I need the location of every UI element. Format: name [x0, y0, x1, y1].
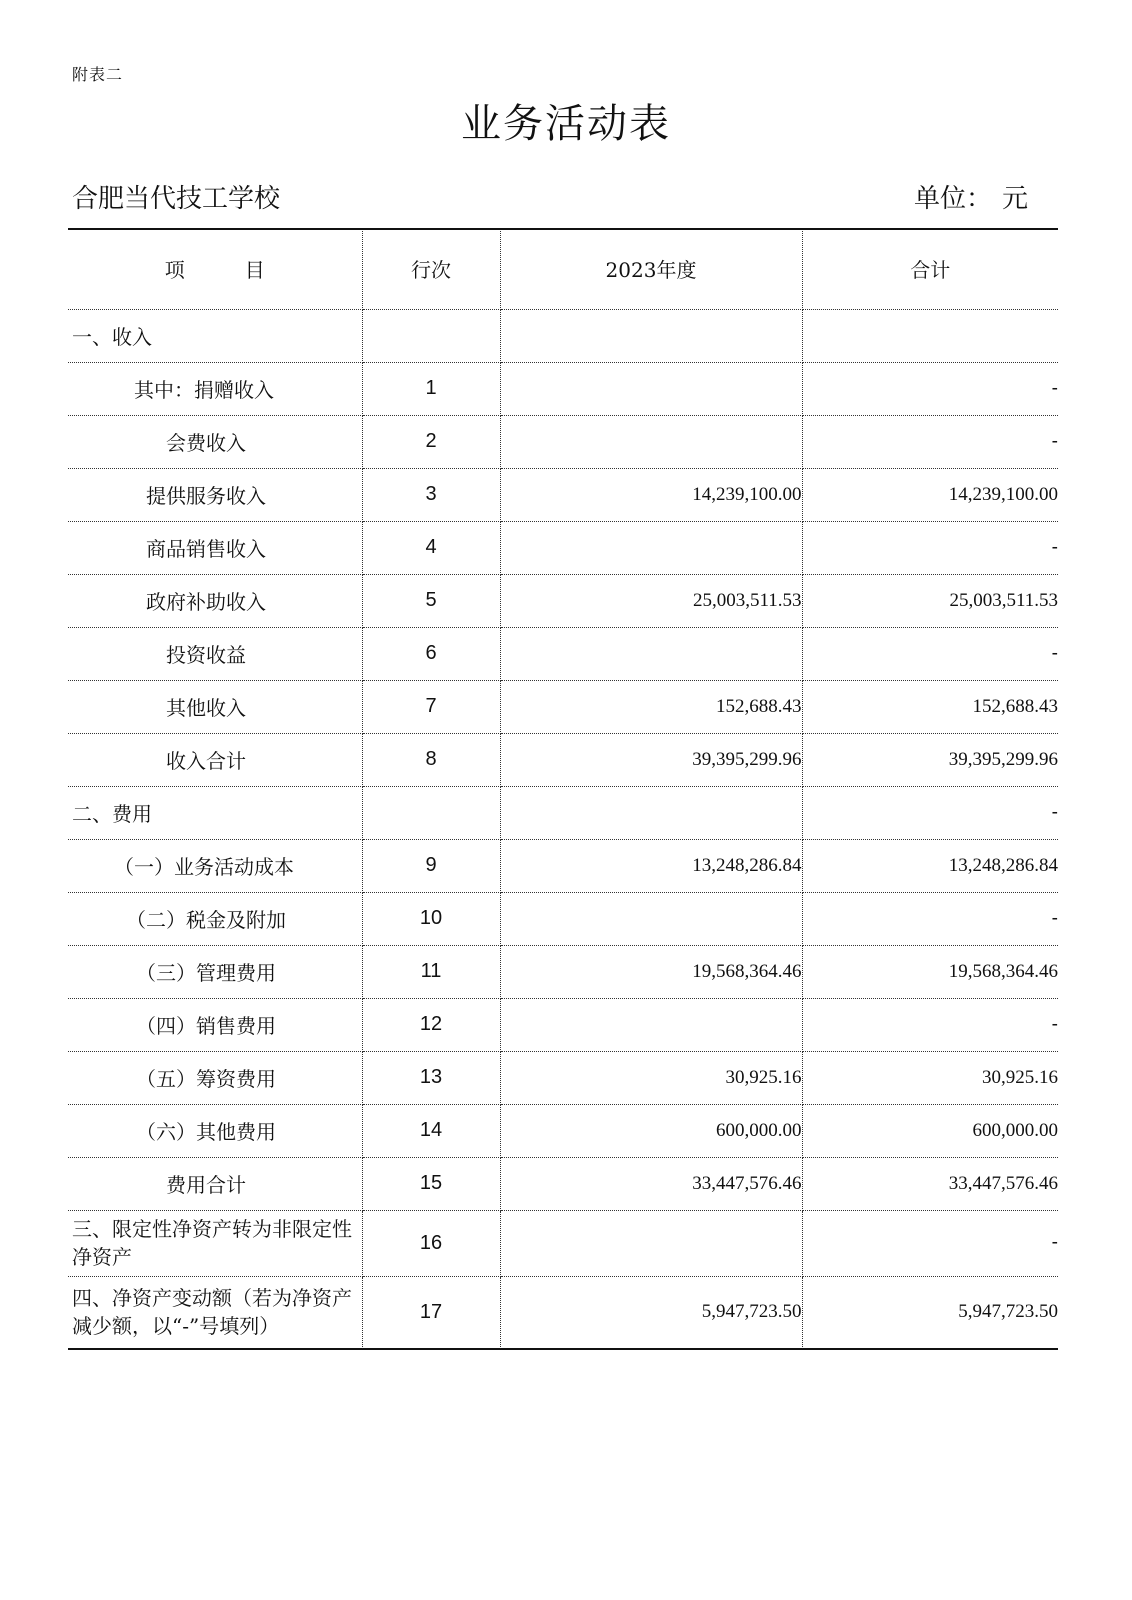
- row-year-value: 152,688.43: [500, 680, 802, 733]
- row-total-value: 25,003,511.53: [802, 574, 1058, 627]
- row-total-value: 14,239,100.00: [802, 468, 1058, 521]
- table-row: [68, 1276, 1058, 1348]
- row-year-value: 5,947,723.50: [500, 1276, 802, 1348]
- header-total: 合计: [802, 228, 1058, 309]
- row-item: 会费收入: [68, 415, 362, 468]
- row-line: [362, 309, 500, 362]
- row-year-value: [500, 998, 802, 1051]
- row-year-value: 33,447,576.46: [500, 1157, 802, 1210]
- row-line: 1: [362, 362, 500, 415]
- table-row: [68, 627, 1058, 680]
- row-year-value: [500, 892, 802, 945]
- row-year-value: [500, 1210, 802, 1276]
- row-total-value: -: [802, 627, 1058, 680]
- row-year-value: [500, 627, 802, 680]
- row-line: 11: [362, 945, 500, 998]
- table-top-rule: [68, 228, 1058, 230]
- row-year-value: 14,239,100.00: [500, 468, 802, 521]
- row-year-value: [500, 415, 802, 468]
- row-year-value: 30,925.16: [500, 1051, 802, 1104]
- row-total-value: 600,000.00: [802, 1104, 1058, 1157]
- row-line: 16: [362, 1210, 500, 1276]
- row-item: 二、费用: [68, 786, 362, 839]
- table-row: [68, 998, 1058, 1051]
- header-line-no: 行次: [362, 228, 500, 309]
- row-line: 6: [362, 627, 500, 680]
- table-row: [68, 945, 1058, 998]
- table-row: [68, 1104, 1058, 1157]
- row-total-value: -: [802, 998, 1058, 1051]
- row-item: 提供服务收入: [68, 468, 362, 521]
- row-line: 9: [362, 839, 500, 892]
- row-item: （六）其他费用: [68, 1104, 362, 1157]
- header-item-part2: 目: [244, 257, 265, 282]
- table-row: [68, 468, 1058, 521]
- row-item: 其他收入: [68, 680, 362, 733]
- row-line: 14: [362, 1104, 500, 1157]
- table-row: [68, 574, 1058, 627]
- header-year: 2023年度: [500, 228, 802, 309]
- header-item: [68, 228, 362, 309]
- row-item: （二）税金及附加: [68, 892, 362, 945]
- row-year-value: [500, 521, 802, 574]
- row-line: 10: [362, 892, 500, 945]
- row-item: （一）业务活动成本: [68, 839, 362, 892]
- organization-name: 合肥当代技工学校: [72, 184, 281, 214]
- table-header-row: [68, 228, 1058, 309]
- row-year-value: 25,003,511.53: [500, 574, 802, 627]
- row-year-value: 39,395,299.96: [500, 733, 802, 786]
- row-total-value: -: [802, 1210, 1058, 1276]
- row-item: 其中：捐赠收入: [68, 362, 362, 415]
- row-total-value: 30,925.16: [802, 1051, 1058, 1104]
- row-year-value: [500, 362, 802, 415]
- page-title: 业务活动表: [461, 101, 671, 147]
- annex-label: 附表二: [72, 65, 124, 84]
- row-year-value: [500, 786, 802, 839]
- table-row: [68, 892, 1058, 945]
- row-item: 商品销售收入: [68, 521, 362, 574]
- row-line: 15: [362, 1157, 500, 1210]
- row-total-value: 152,688.43: [802, 680, 1058, 733]
- row-line: 4: [362, 521, 500, 574]
- row-year-value: 19,568,364.46: [500, 945, 802, 998]
- row-total-value: 5,947,723.50: [802, 1276, 1058, 1348]
- row-total-value: -: [802, 521, 1058, 574]
- row-item: 政府补助收入: [68, 574, 362, 627]
- row-year-value: [500, 309, 802, 362]
- table-bottom-rule: [68, 1348, 1058, 1350]
- table-row: [68, 1157, 1058, 1210]
- row-line: 3: [362, 468, 500, 521]
- row-year-value: 600,000.00: [500, 1104, 802, 1157]
- row-year-value: 13,248,286.84: [500, 839, 802, 892]
- row-line: 5: [362, 574, 500, 627]
- row-line: 8: [362, 733, 500, 786]
- table-row: [68, 733, 1058, 786]
- table-row: [68, 839, 1058, 892]
- table-row: [68, 786, 1058, 839]
- row-line: 2: [362, 415, 500, 468]
- row-total-value: -: [802, 415, 1058, 468]
- row-line: 12: [362, 998, 500, 1051]
- row-item: （五）筹资费用: [68, 1051, 362, 1104]
- table-row: [68, 309, 1058, 362]
- header-item-part1: 项: [164, 257, 185, 282]
- row-line: 13: [362, 1051, 500, 1104]
- row-total-value: -: [802, 786, 1058, 839]
- row-total-value: 19,568,364.46: [802, 945, 1058, 998]
- table-row: [68, 680, 1058, 733]
- table-row: [68, 1210, 1058, 1276]
- row-item: 费用合计: [68, 1157, 362, 1210]
- row-total-value: 33,447,576.46: [802, 1157, 1058, 1210]
- row-total-value: -: [802, 892, 1058, 945]
- row-total-value: [802, 309, 1058, 362]
- row-item: 一、收入: [68, 309, 362, 362]
- row-item: （三）管理费用: [68, 945, 362, 998]
- row-total-value: -: [802, 362, 1058, 415]
- row-item: 四、净资产变动额（若为净资产减少额，以“-”号填列）: [68, 1276, 362, 1348]
- row-item: 投资收益: [68, 627, 362, 680]
- row-line: 17: [362, 1276, 500, 1348]
- row-total-value: 13,248,286.84: [802, 839, 1058, 892]
- row-line: 7: [362, 680, 500, 733]
- activity-table: [68, 228, 1058, 1349]
- row-item: 收入合计: [68, 733, 362, 786]
- row-item: （四）销售费用: [68, 998, 362, 1051]
- table-row: [68, 1051, 1058, 1104]
- row-total-value: 39,395,299.96: [802, 733, 1058, 786]
- table-row: [68, 415, 1058, 468]
- table-row: [68, 521, 1058, 574]
- row-line: [362, 786, 500, 839]
- unit-caption: 单位：: [913, 184, 992, 214]
- row-item: 三、限定性净资产转为非限定性净资产: [68, 1210, 362, 1276]
- unit-label: [914, 178, 1028, 215]
- table-row: [68, 362, 1058, 415]
- unit-value: 元: [1001, 184, 1028, 214]
